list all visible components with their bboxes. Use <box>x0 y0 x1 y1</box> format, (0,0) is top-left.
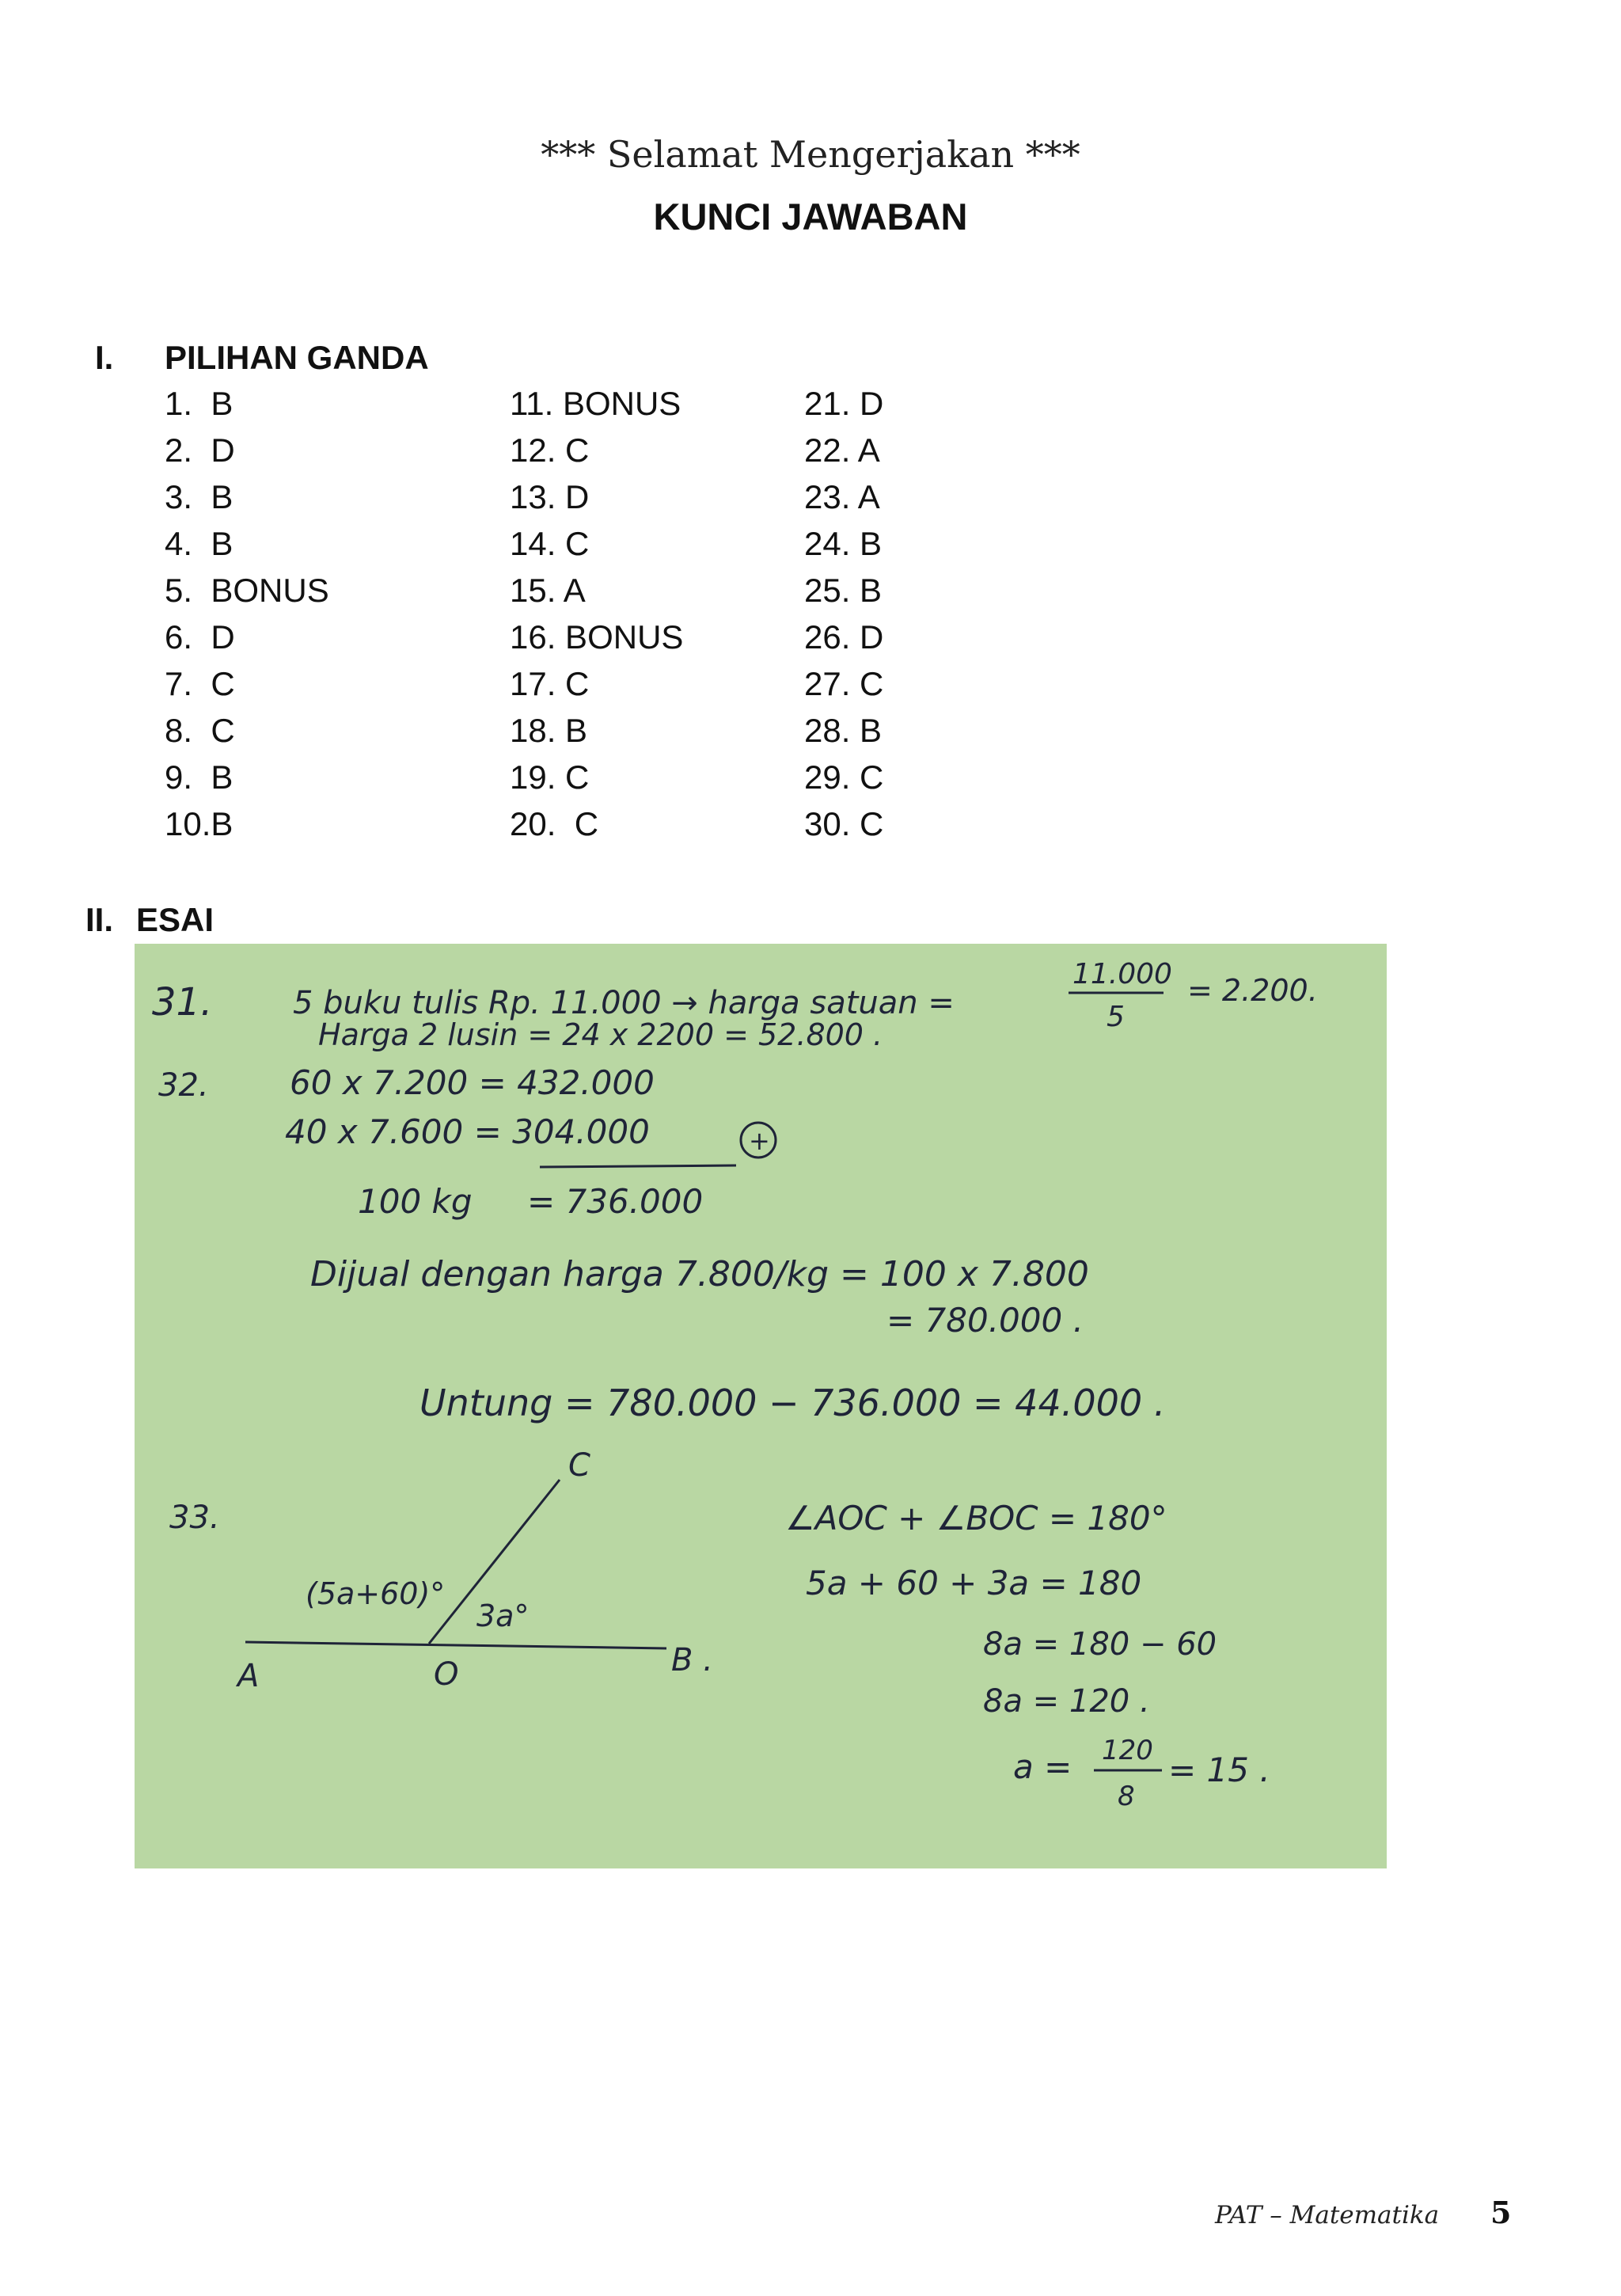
answer-item: 2. D <box>165 431 235 469</box>
figure-label-b: B . <box>671 1642 713 1678</box>
section1-title: PILIHAN GANDA <box>165 339 429 376</box>
page-title: KUNCI JAWABAN <box>653 196 968 238</box>
answer-column-2 <box>510 380 826 847</box>
answer-item: 22. A <box>804 431 880 469</box>
handwritten-solution-photo <box>135 944 1387 1868</box>
answer-item: 5. BONUS <box>165 572 329 609</box>
answer-item: 12. C <box>510 431 590 469</box>
figure-angle-aoc: (5a+60)° <box>306 1576 446 1611</box>
answer-item: 27. C <box>804 665 884 702</box>
answer-item: 18. B <box>510 712 588 749</box>
answer-item: 8. C <box>165 712 235 749</box>
answer-item: 14. C <box>510 525 590 562</box>
footer-subject: PAT – Matematika <box>1215 2201 1440 2229</box>
answer-item: 24. B <box>804 525 883 562</box>
section2-title: ESAI <box>136 901 214 938</box>
answer-item: 20. C <box>510 805 599 842</box>
handwriting-layer <box>135 944 1387 1868</box>
answer-item: 30. C <box>804 805 884 842</box>
figure-angle-boc: 3a° <box>476 1598 530 1633</box>
answer-column-1 <box>165 380 481 847</box>
q31-fraction-denominator: 5 <box>1107 1001 1125 1033</box>
figure-label-a: A <box>237 1658 260 1694</box>
q32-sum-line <box>540 1165 736 1167</box>
answer-item: 16. BONUS <box>510 618 684 656</box>
q32-line4: Dijual dengan harga 7.800/kg = 100 x 7.800 <box>310 1254 1089 1294</box>
figure-line-ab <box>245 1642 666 1648</box>
q33-number: 33. <box>169 1500 220 1536</box>
q31-line2: Harga 2 lusin = 24 x 2200 = 52.800 . <box>318 1017 883 1052</box>
section2-number: II. <box>85 901 114 938</box>
answer-item: 28. B <box>804 712 883 749</box>
answer-item: 15. A <box>510 572 586 609</box>
q33-line4: 8a = 120 . <box>983 1683 1150 1720</box>
q33-line3: 8a = 180 − 60 <box>983 1626 1217 1663</box>
answer-item: 25. B <box>804 572 883 609</box>
answer-item: 7. C <box>165 665 235 702</box>
q33-fraction-denominator: 8 <box>1118 1781 1135 1812</box>
answer-item: 29. C <box>804 758 884 796</box>
q33-line1: ∠AOC + ∠BOC = 180° <box>785 1499 1167 1538</box>
figure-label-o: O <box>434 1656 459 1693</box>
answer-item: 4. B <box>165 525 233 562</box>
answer-item: 9. B <box>165 758 233 796</box>
q32-line1: 60 x 7.200 = 432.000 <box>290 1063 655 1102</box>
q32-line2: 40 x 7.600 = 304.000 <box>285 1112 650 1151</box>
q31-number: 31. <box>152 980 213 1024</box>
q32-number: 32. <box>158 1067 209 1104</box>
answer-item: 13. D <box>510 478 590 515</box>
answer-item: 17. C <box>510 665 590 702</box>
greeting-heading: *** Selamat Mengerjakan *** <box>541 133 1080 176</box>
q33-line2: 5a + 60 + 3a = 180 <box>806 1564 1142 1602</box>
q33-fraction-numerator: 120 <box>1102 1735 1153 1766</box>
answer-item: 23. A <box>804 478 880 515</box>
answer-column-3 <box>804 380 1121 847</box>
page-number: 5 <box>1490 2195 1512 2230</box>
q31-fraction-numerator: 11.000 <box>1072 958 1172 990</box>
answer-item: 10.B <box>165 805 233 842</box>
q32-line5: = 780.000 . <box>886 1301 1084 1340</box>
answer-item: 3. B <box>165 478 233 515</box>
answer-item: 11. BONUS <box>510 385 681 422</box>
q32-line6: Untung = 780.000 − 736.000 = 44.000 . <box>419 1382 1166 1424</box>
answer-item: 6. D <box>165 618 235 656</box>
answer-item: 19. C <box>510 758 590 796</box>
q33-line5-lhs: a = <box>1013 1747 1072 1786</box>
q31-result: = 2.200. <box>1187 973 1318 1008</box>
q32-plus-sign: + <box>749 1126 770 1156</box>
answer-item: 1. B <box>165 385 233 422</box>
section1-number: I. <box>95 339 114 376</box>
q33-line5-result: = 15 . <box>1168 1751 1270 1789</box>
q32-line3-weight: 100 kg <box>358 1182 473 1221</box>
q31-line1: 5 buku tulis Rp. 11.000 → harga satuan = <box>293 985 955 1021</box>
answer-item: 21. D <box>804 385 884 422</box>
figure-label-c: C <box>568 1447 590 1484</box>
answer-item: 26. D <box>804 618 884 656</box>
q32-line3-total: = 736.000 <box>527 1182 704 1221</box>
